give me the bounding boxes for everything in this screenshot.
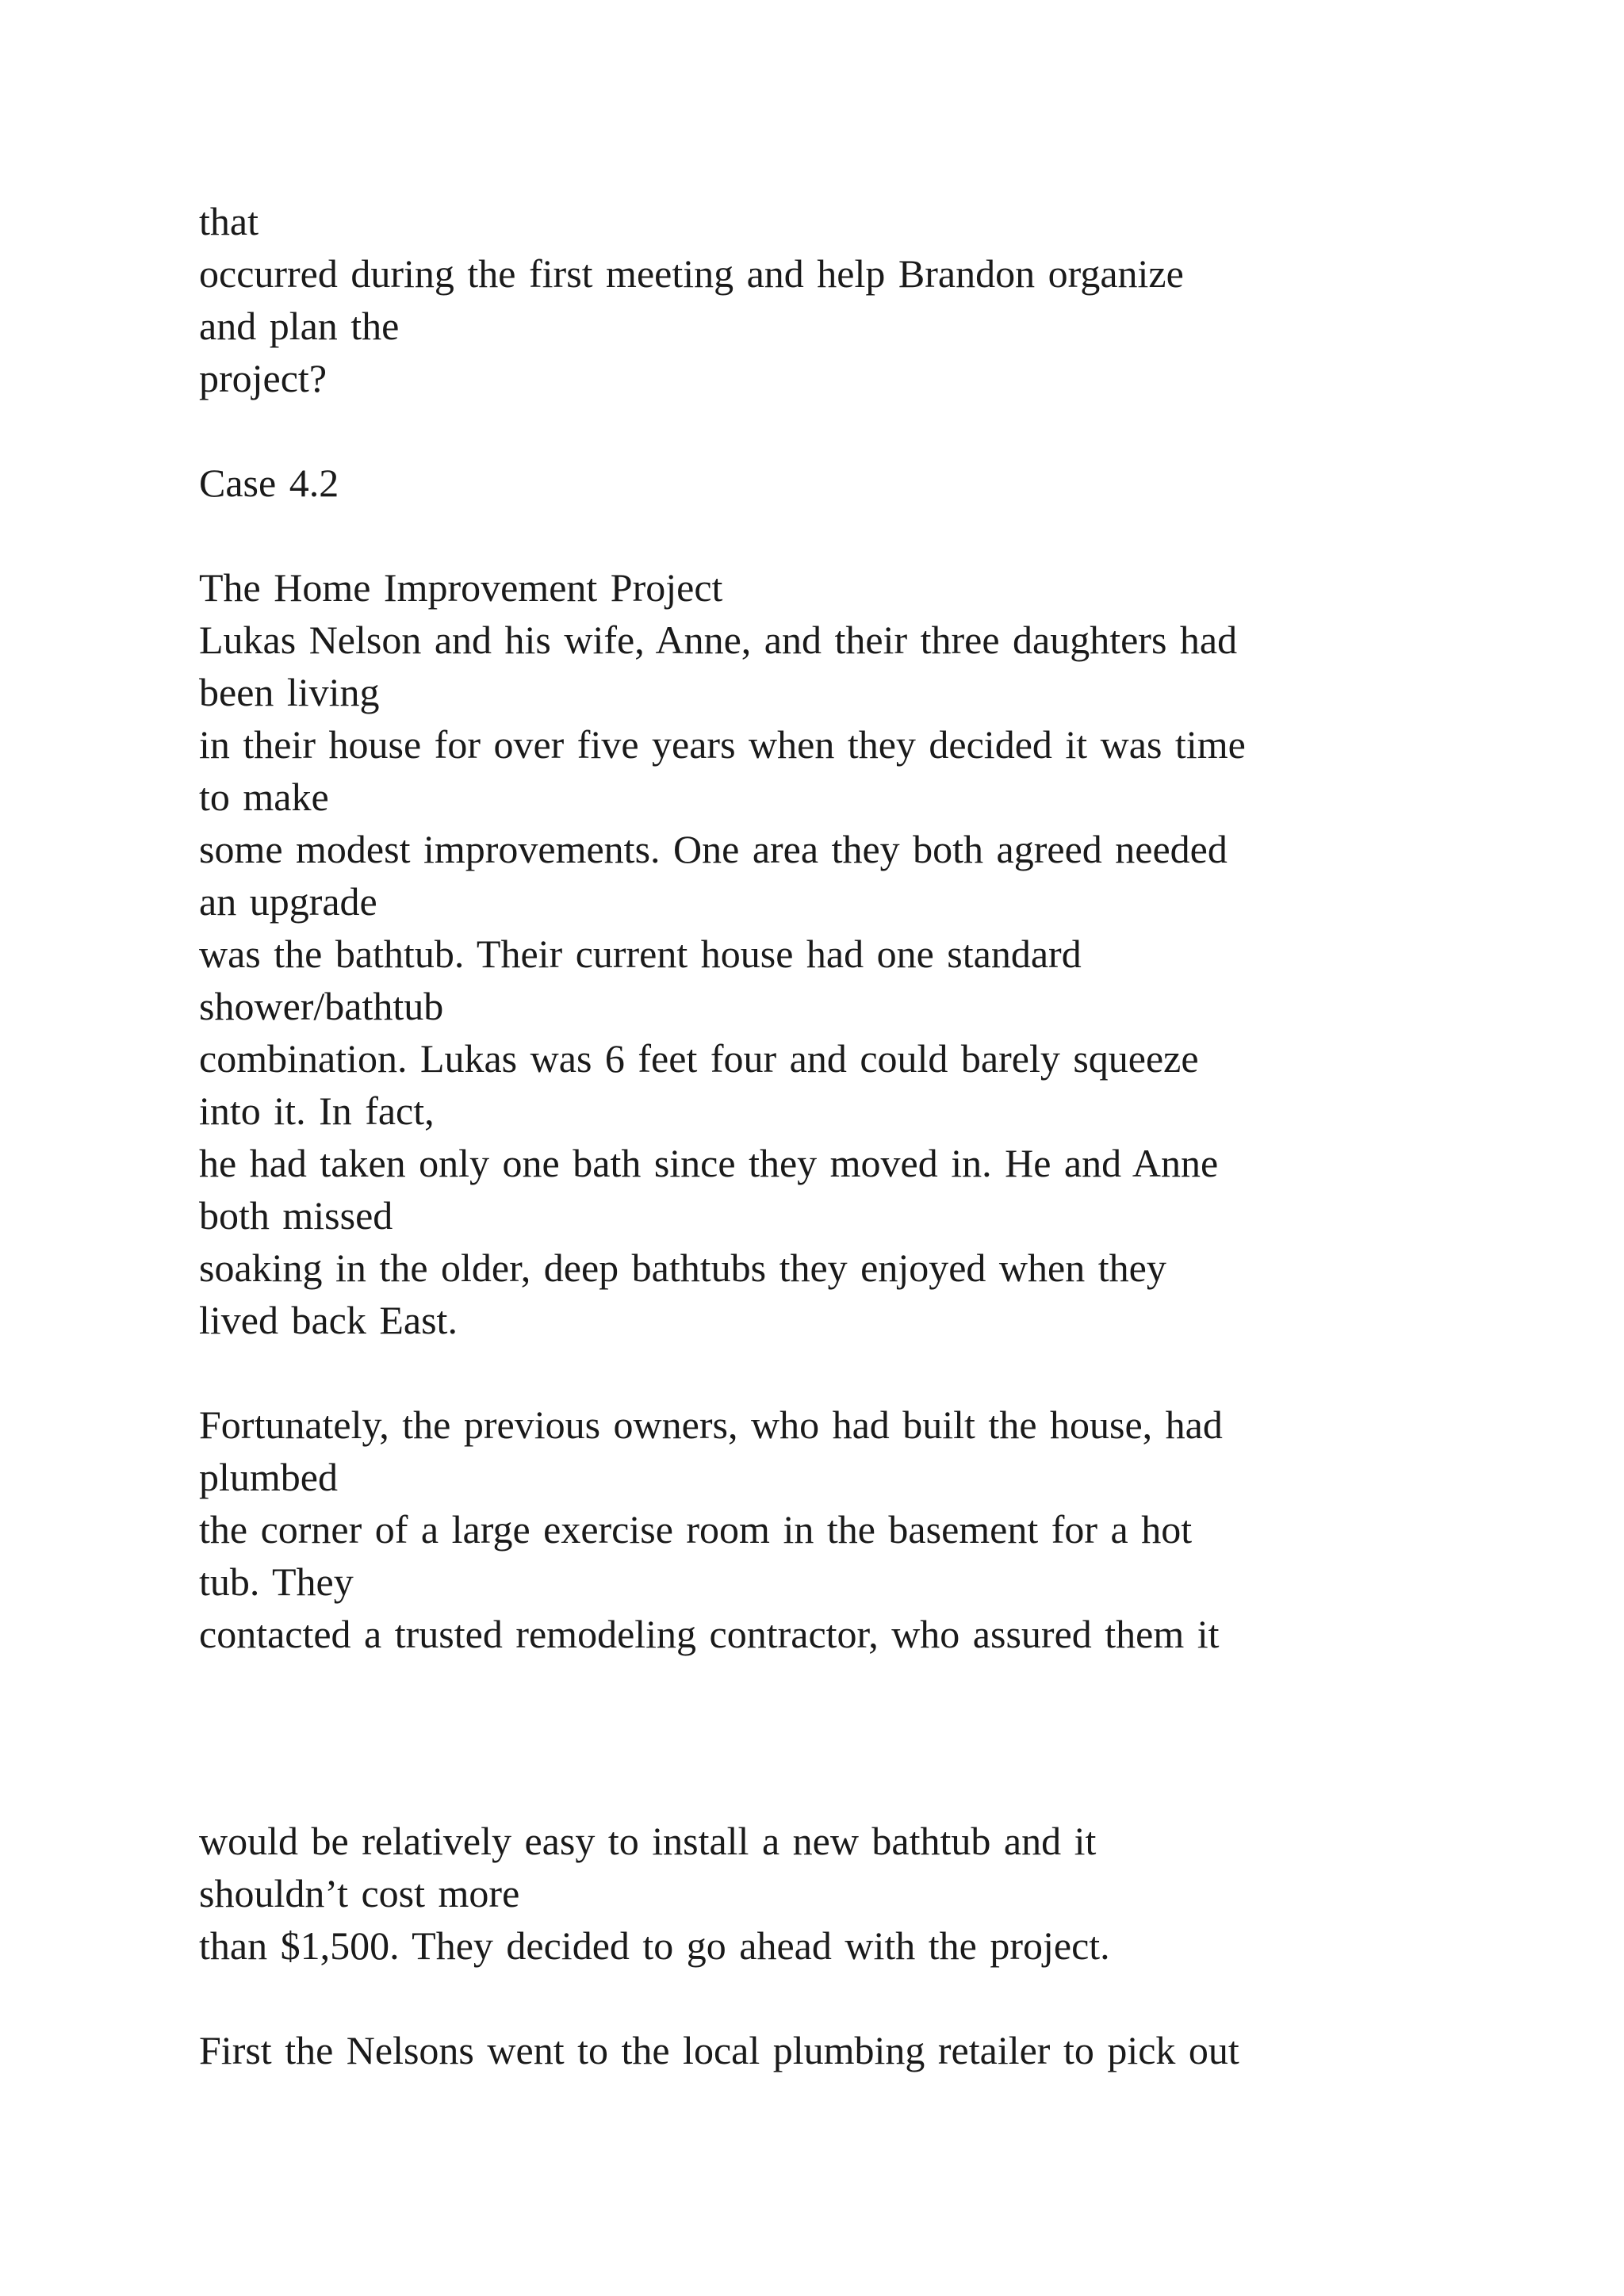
text-line: to make <box>199 775 329 819</box>
text-line: been living <box>199 670 380 714</box>
text-line: occurred during the first meeting and help Brandon organize <box>199 251 1184 296</box>
text-line: in their house for over five years when they decided it was time <box>199 722 1246 767</box>
text-line: some modest improvements. One area they both agreed needed <box>199 827 1228 871</box>
text-line: plumbed <box>199 1455 338 1499</box>
text-line: First the Nelsons went to the local plumbing retailer to pick out <box>199 2028 1239 2072</box>
text-line: was the bathtub. Their current house had one standard <box>199 932 1082 976</box>
text-line: would be relatively easy to install a new bathtub and it <box>199 1819 1097 1863</box>
text-line: tub. They <box>199 1559 354 1604</box>
text-line: contacted a trusted remodeling contractor, who assured them it <box>199 1612 1220 1656</box>
text-line: he had taken only one bath since they moved in. He and Anne <box>199 1141 1219 1185</box>
text-line: than $1,500. They decided to go ahead with the project. <box>199 1923 1110 1968</box>
text-line: both missed <box>199 1193 393 1238</box>
text-line: shower/bathtub <box>199 984 444 1028</box>
text-line: shouldn’t cost more <box>199 1871 520 1915</box>
text-line: lived back East. <box>199 1298 458 1342</box>
text-line: project? <box>199 356 327 400</box>
text-line: soaking in the older, deep bathtubs they enjoyed when they <box>199 1246 1166 1290</box>
text-line: into it. In fact, <box>199 1089 435 1133</box>
text-line: Fortunately, the previous owners, who had built the house, had <box>199 1402 1223 1447</box>
text-line: the corner of a large exercise room in the basement for a hot <box>199 1507 1193 1552</box>
case-number: Case 4.2 <box>199 461 339 505</box>
case-title: The Home Improvement Project <box>199 565 723 610</box>
text-line: an upgrade <box>199 879 377 924</box>
text-line: that <box>199 199 259 243</box>
text-line: combination. Lukas was 6 feet four and could barely squeeze <box>199 1036 1199 1081</box>
text-line: and plan the <box>199 304 400 348</box>
text-line: Lukas Nelson and his wife, Anne, and their three daughters had <box>199 618 1238 662</box>
